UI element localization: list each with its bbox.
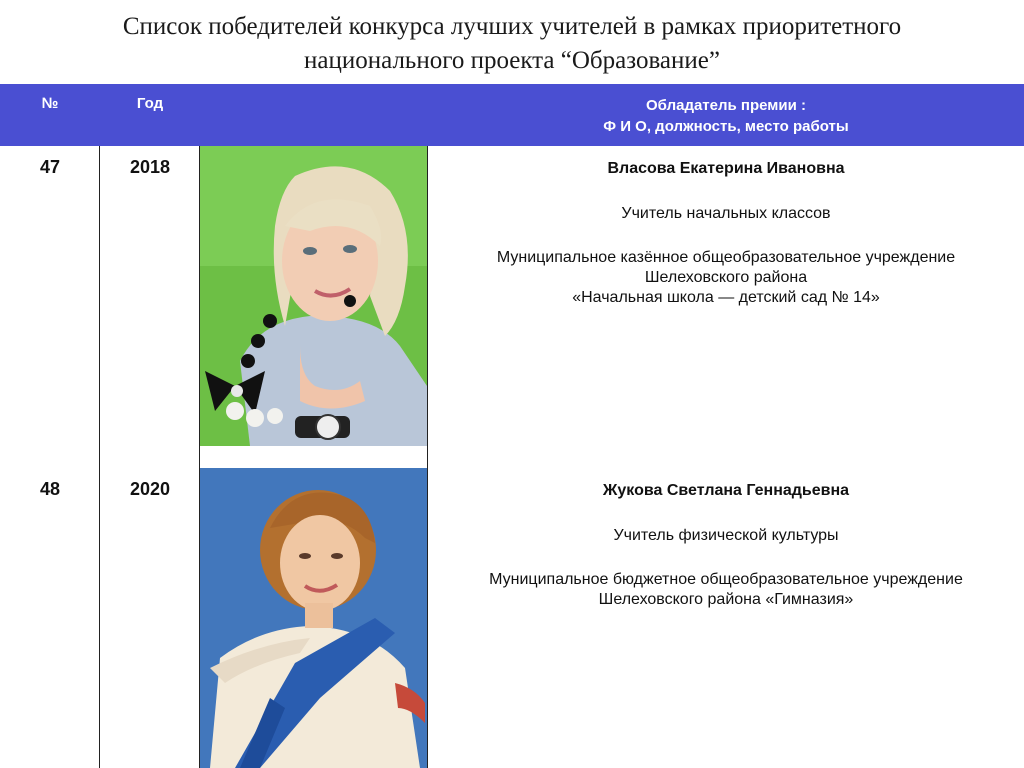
row-number: 47: [39, 157, 61, 177]
winner-name: Власова Екатерина Ивановна: [607, 160, 845, 177]
header-number: №: [41, 95, 59, 112]
page-title-line-1: Список победителей конкурса лучших учителей в рамках приоритетного: [122, 13, 902, 40]
column-divider: [99, 146, 100, 768]
header-owner: [428, 95, 1024, 137]
page-title: [0, 10, 1024, 78]
teacher-portrait-blue-background-icon: [200, 468, 427, 768]
winner-position: Учитель физической культуры: [613, 527, 839, 544]
teacher-portrait-green-background-icon: [200, 146, 427, 446]
row-number: 48: [39, 479, 61, 499]
winner-workplace-line: Шелеховского района «Гимназия»: [598, 591, 854, 608]
winner-info: [428, 159, 1024, 308]
page-title-line-2: национального проекта “Образование”: [304, 47, 720, 74]
winner-workplace-line: Шелеховского района: [644, 269, 808, 286]
winner-workplace-line: Муниципальное бюджетное общеобразовательное учреждение: [489, 571, 963, 588]
teacher-photo: [200, 468, 427, 768]
winner-position: Учитель начальных классов: [621, 205, 831, 222]
header-owner-line-2: Ф И О, должность, место работы: [603, 118, 849, 135]
header-year: Год: [136, 95, 164, 112]
header-owner-line-1: Обладатель премии :: [646, 97, 806, 114]
winner-name: Жукова Светлана Геннадьевна: [602, 482, 850, 499]
winner-workplace-line: «Начальная школа — детский сад № 14»: [572, 289, 880, 306]
winner-workplace-line: Муниципальное казённое общеобразовательное учреждение: [496, 249, 956, 266]
table-header: [0, 84, 1024, 146]
teacher-photo: [200, 146, 427, 446]
row-year: 2020: [129, 479, 171, 499]
row-year: 2018: [129, 157, 171, 177]
winner-info: [428, 481, 1024, 610]
